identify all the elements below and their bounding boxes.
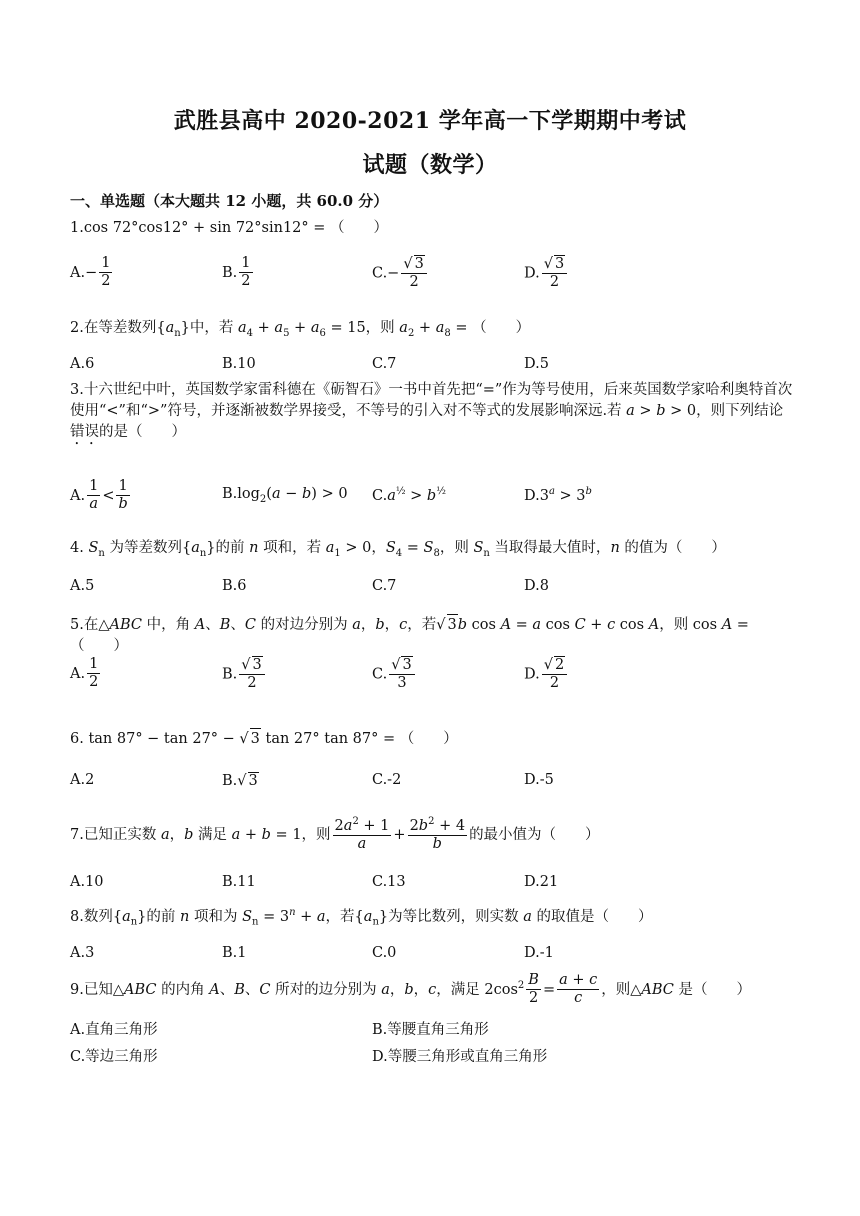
option-c: $C.a^{\frac{1}{2}} > b^{\frac{1}{2}}$ <box>372 486 446 504</box>
question-4-options <box>70 578 810 608</box>
option-b: B.等腰直角三角形 <box>372 1022 489 1038</box>
question-7-stem: 7.已知正实数 a，b 满足 a + b = 1，则 $\frac{2a^2 + 1}{a}$ + $\frac{2b^2 + 4}{b}$ 的最小值为（ ） <box>70 816 600 853</box>
question-8-options <box>70 945 810 975</box>
question-9-stem: 9.已知△ABC 的内角 A、B、C 所对的边分别为 a，b，c，满足 $2\cos^2$ $\frac{B}{2}$ = $\frac{a + c}{c}$ ，则△ABC 是（ ） <box>70 972 752 1007</box>
option-a: A.5 <box>70 578 95 594</box>
option-d: D.-1 <box>524 945 554 961</box>
option-a: A.10 <box>70 874 104 890</box>
option-b: B.1 <box>222 945 247 961</box>
option-a: A. $\frac{1}{a}$ < $\frac{1}{b}$ <box>70 478 128 513</box>
question-6-stem: 6. tan 87° − tan 27° − √ 3 tan 27° tan 87° = （ ） <box>70 728 795 750</box>
question-5-stem: 5.在△ABC 中，角 A、B、C 的对边分别为 a，b，c，若√ 3b cos A = a cos C + c cos A，则 cos A = （ ） <box>70 614 795 657</box>
option-d: D.5 <box>524 356 549 372</box>
question-3-stem: 3.十六世纪中叶，英国数学家雷科德在《砺智石》一书中首先把“=”作为等号使用，后来英国数学家哈利奥特首次使用“<”和“>”符号，并逐渐被数学界接受，不等号的引入对不等式的发展影响深远.若 a > b > 0，则下列结论错误的是（ ） <box>70 382 793 441</box>
option-b: B. $\frac{1}{2}$ <box>222 255 251 290</box>
question-8-stem: 8.数列$\{a_n\}$的前 n 项和为 $S_n = 3^n + a$，若$\{a_n\}$为等比数列，则实数 a 的取值是（ ） <box>70 907 653 928</box>
question-3-options <box>70 478 810 513</box>
question-7-options <box>70 874 810 904</box>
option-d: $D.3^a > 3^b$ <box>524 486 592 504</box>
exam-subtitle: 试题（数学） <box>362 152 498 178</box>
option-d: D.等腰三角形或直角三角形 <box>372 1049 548 1065</box>
question-9-options-row2 <box>70 1045 810 1075</box>
option-d: D.-5 <box>524 772 554 788</box>
option-a: A.2 <box>70 772 95 788</box>
option-d: D. $\frac{√ 3}{2}$ <box>524 255 569 292</box>
option-d: D. $\frac{√ 2}{2}$ <box>524 656 569 693</box>
option-a: A.6 <box>70 356 95 372</box>
option-a: A. $\frac{1}{2}$ <box>70 656 99 691</box>
option-b: B.6 <box>222 578 247 594</box>
question-1-options <box>70 255 810 291</box>
question-4-stem: 4. $S_n$ 为等差数列$\{a_n\}$的前 n 项和，若 $a_1 > 0$，$S_4 = S_8$，则 $S_n$ 当取得最大值时，n 的值为（ ） <box>70 540 726 559</box>
option-a: A.− $\frac{1}{2}$ <box>70 255 111 290</box>
option-d: D.8 <box>524 578 549 594</box>
option-c: C.13 <box>372 874 406 890</box>
option-c: C.− $\frac{√ 3}{2}$ <box>372 255 429 292</box>
option-c: C. $\frac{√ 3}{3}$ <box>372 656 417 693</box>
question-2-stem: 2.在等差数列$\{a_n\}$中，若 $a_4 + a_5 + a_6 = 15$，则 $a_2 + a_8$ = （ ） <box>70 320 531 339</box>
option-a: A.直角三角形 <box>70 1022 158 1038</box>
question-6-options <box>70 772 810 802</box>
option-b: $B.\log_2(a - b) > 0$ <box>222 486 348 505</box>
option-c: C.-2 <box>372 772 402 788</box>
option-d: D.21 <box>524 874 559 890</box>
option-b: B.11 <box>222 874 256 890</box>
option-b: B.10 <box>222 356 256 372</box>
option-c: C.7 <box>372 356 397 372</box>
option-c: C.0 <box>372 945 397 961</box>
section-heading: 一、单选题（本大题共 12 小题，共 60.0 分） <box>70 192 389 210</box>
option-a: A.3 <box>70 945 95 961</box>
question-1-stem: 1.cos 72°cos12° + sin 72°sin12° = （ ） <box>70 220 389 236</box>
option-c: C.等边三角形 <box>70 1049 158 1065</box>
question-9-options-row1 <box>70 1018 810 1048</box>
option-b: B. $\frac{√ 3}{2}$ <box>222 656 267 693</box>
question-5-options <box>70 656 810 692</box>
option-c: C.7 <box>372 578 397 594</box>
exam-title: 武胜县高中 2020-2021 学年高一下学期期中考试 <box>173 108 687 134</box>
option-b: B.√ 3 <box>222 773 258 789</box>
